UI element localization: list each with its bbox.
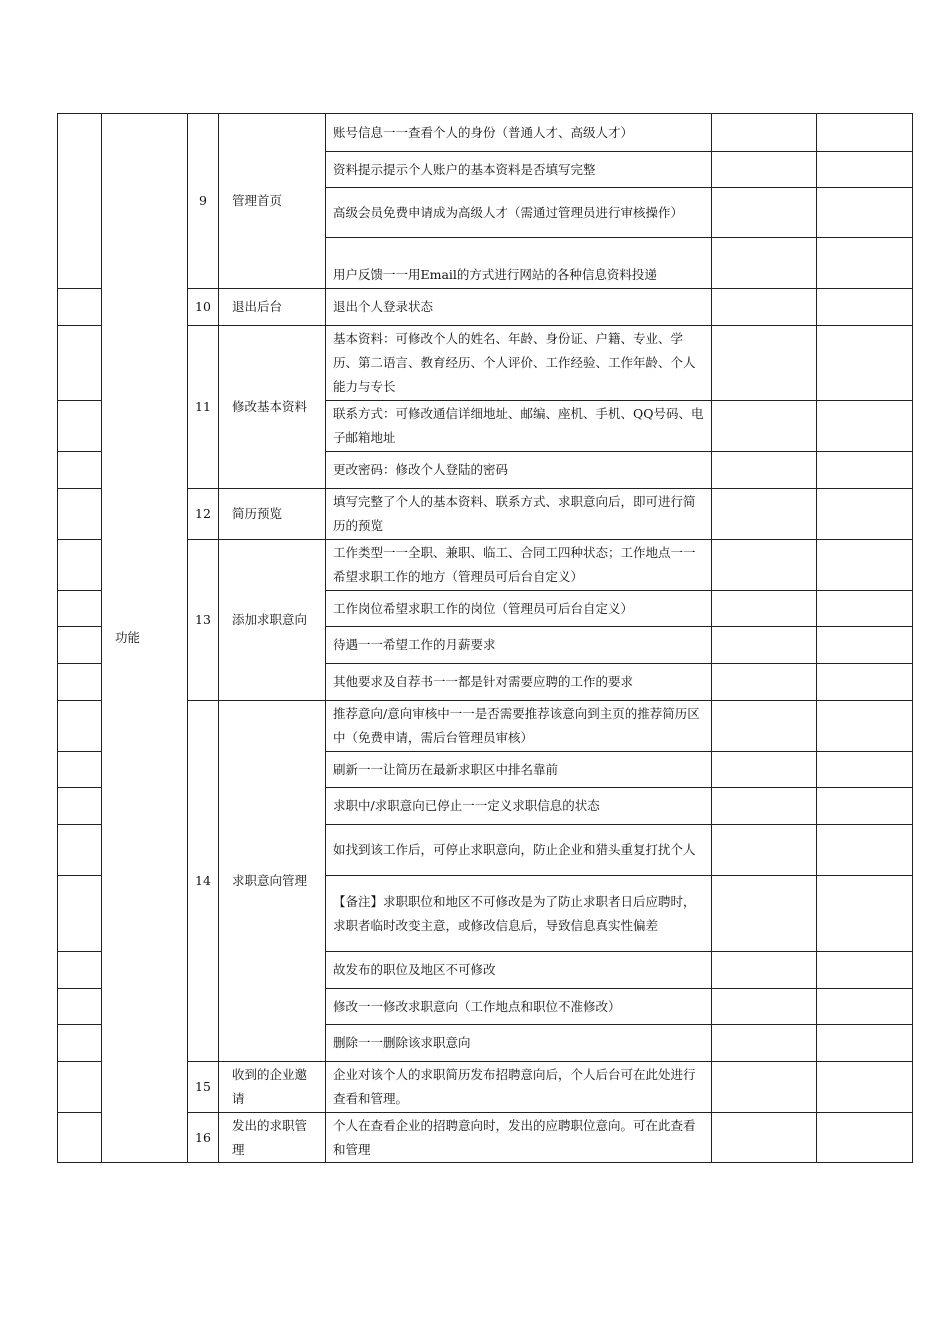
blank-cell [58, 591, 102, 627]
item-number: 10 [188, 289, 219, 326]
blank-cell [712, 1025, 817, 1062]
blank-cell [58, 664, 102, 701]
item-number: 9 [188, 114, 219, 289]
blank-cell [712, 825, 817, 876]
item-description: 退出个人登录状态 [326, 289, 712, 326]
item-name: 修改基本资料 [219, 326, 326, 489]
item-name: 退出后台 [219, 289, 326, 326]
blank-cell [712, 452, 817, 489]
blank-cell [58, 752, 102, 788]
item-number: 14 [188, 701, 219, 1062]
blank-cell [58, 952, 102, 989]
item-description: 资料提示提示个人账户的基本资料是否填写完整 [326, 152, 712, 188]
item-description: 推荐意向/意向审核中一一是否需要推荐该意向到主页的推荐简历区中（免费申请，需后台管理员审核） [326, 701, 712, 752]
blank-cell [817, 825, 913, 876]
item-description: 账号信息一一查看个人的身份（普通人才、高级人才） [326, 114, 712, 152]
item-description: 企业对该个人的求职简历发布招聘意向后，个人后台可在此处进行查看和管理。 [326, 1062, 712, 1113]
blank-cell [817, 452, 913, 489]
item-description: 填写完整了个人的基本资料、联系方式、求职意向后，即可进行简历的预览 [326, 489, 712, 540]
item-description: 用户反馈一一用Email的方式进行网站的各种信息资料投递 [326, 238, 712, 289]
blank-cell [712, 1113, 817, 1163]
item-description: 修改一一修改求职意向（工作地点和职位不准修改） [326, 989, 712, 1025]
blank-cell [817, 876, 913, 952]
item-name: 管理首页 [219, 114, 326, 289]
item-number: 12 [188, 489, 219, 540]
blank-cell [817, 114, 913, 152]
blank-cell [712, 788, 817, 825]
blank-cell [58, 788, 102, 825]
blank-cell [817, 489, 913, 540]
blank-cell [712, 152, 817, 188]
item-number: 16 [188, 1113, 219, 1163]
item-number: 13 [188, 540, 219, 701]
blank-cell [817, 752, 913, 788]
blank-cell [712, 489, 817, 540]
item-description: 其他要求及自荐书一一都是针对需要应聘的工作的要求 [326, 664, 712, 701]
blank-cell [712, 701, 817, 752]
blank-cell [817, 989, 913, 1025]
blank-cell [58, 989, 102, 1025]
blank-cell [817, 664, 913, 701]
blank-cell [712, 114, 817, 152]
blank-cell [817, 952, 913, 989]
function-spec-table [57, 113, 913, 1163]
item-description: 求职中/求职意向已停止一一定义求职信息的状态 [326, 788, 712, 825]
blank-cell [712, 591, 817, 627]
blank-cell [58, 489, 102, 540]
blank-cell [58, 289, 102, 326]
item-description: 基本资料：可修改个人的姓名、年龄、身份证、户籍、专业、学历、第二语言、教育经历、个人评价、工作经验、工作年龄、个人能力与专长 [326, 326, 712, 401]
blank-cell [58, 627, 102, 664]
item-number: 15 [188, 1062, 219, 1113]
blank-cell [58, 1113, 102, 1163]
blank-cell [817, 238, 913, 289]
blank-cell [712, 627, 817, 664]
blank-cell [712, 401, 817, 452]
item-description: 联系方式：可修改通信详细地址、邮编、座机、手机、QQ号码、电子邮箱地址 [326, 401, 712, 452]
blank-cell [817, 591, 913, 627]
table-row [58, 114, 913, 152]
item-number: 11 [188, 326, 219, 489]
blank-cell [712, 1062, 817, 1113]
item-description: 高级会员免费申请成为高级人才（需通过管理员进行审核操作） [326, 188, 712, 238]
blank-cell [712, 664, 817, 701]
blank-cell [712, 952, 817, 989]
item-description: 【备注】求职职位和地区不可修改是为了防止求职者日后应聘时，求职者临时改变主意，或修改信息后，导致信息真实性偏差 [326, 876, 712, 952]
blank-cell [58, 114, 102, 289]
blank-cell [712, 540, 817, 591]
item-description: 刷新一一让简历在最新求职区中排名靠前 [326, 752, 712, 788]
blank-cell [712, 876, 817, 952]
item-description: 工作岗位希望求职工作的岗位（管理员可后台自定义） [326, 591, 712, 627]
blank-cell [817, 1025, 913, 1062]
blank-cell [712, 752, 817, 788]
blank-cell [817, 401, 913, 452]
module-label: 功能 [102, 114, 188, 1163]
blank-cell [817, 788, 913, 825]
item-name: 收到的企业邀请 [219, 1062, 326, 1113]
item-description: 更改密码：修改个人登陆的密码 [326, 452, 712, 489]
blank-cell [712, 326, 817, 401]
item-description: 待遇一一希望工作的月薪要求 [326, 627, 712, 664]
blank-cell [817, 326, 913, 401]
blank-cell [58, 326, 102, 401]
blank-cell [817, 540, 913, 591]
blank-cell [817, 627, 913, 664]
blank-cell [712, 289, 817, 326]
item-description: 故发布的职位及地区不可修改 [326, 952, 712, 989]
blank-cell [58, 401, 102, 452]
blank-cell [58, 1025, 102, 1062]
item-description: 如找到该工作后，可停止求职意向，防止企业和猎头重复打扰个人 [326, 825, 712, 876]
blank-cell [712, 989, 817, 1025]
blank-cell [58, 876, 102, 952]
item-description: 删除一一删除该求职意向 [326, 1025, 712, 1062]
item-description: 个人在查看企业的招聘意向时，发出的应聘职位意向。可在此查看和管理 [326, 1113, 712, 1163]
item-name: 简历预览 [219, 489, 326, 540]
blank-cell [817, 289, 913, 326]
blank-cell [58, 825, 102, 876]
blank-cell [712, 188, 817, 238]
blank-cell [817, 152, 913, 188]
blank-cell [58, 540, 102, 591]
item-name: 添加求职意向 [219, 540, 326, 701]
blank-cell [58, 452, 102, 489]
blank-cell [817, 701, 913, 752]
item-description: 工作类型一一全职、兼职、临工、合同工四种状态；工作地点一一希望求职工作的地方（管理员可后台自定义） [326, 540, 712, 591]
item-name: 发出的求职管理 [219, 1113, 326, 1163]
blank-cell [712, 238, 817, 289]
blank-cell [817, 1062, 913, 1113]
blank-cell [58, 1062, 102, 1113]
blank-cell [817, 188, 913, 238]
blank-cell [58, 701, 102, 752]
blank-cell [817, 1113, 913, 1163]
item-name: 求职意向管理 [219, 701, 326, 1062]
